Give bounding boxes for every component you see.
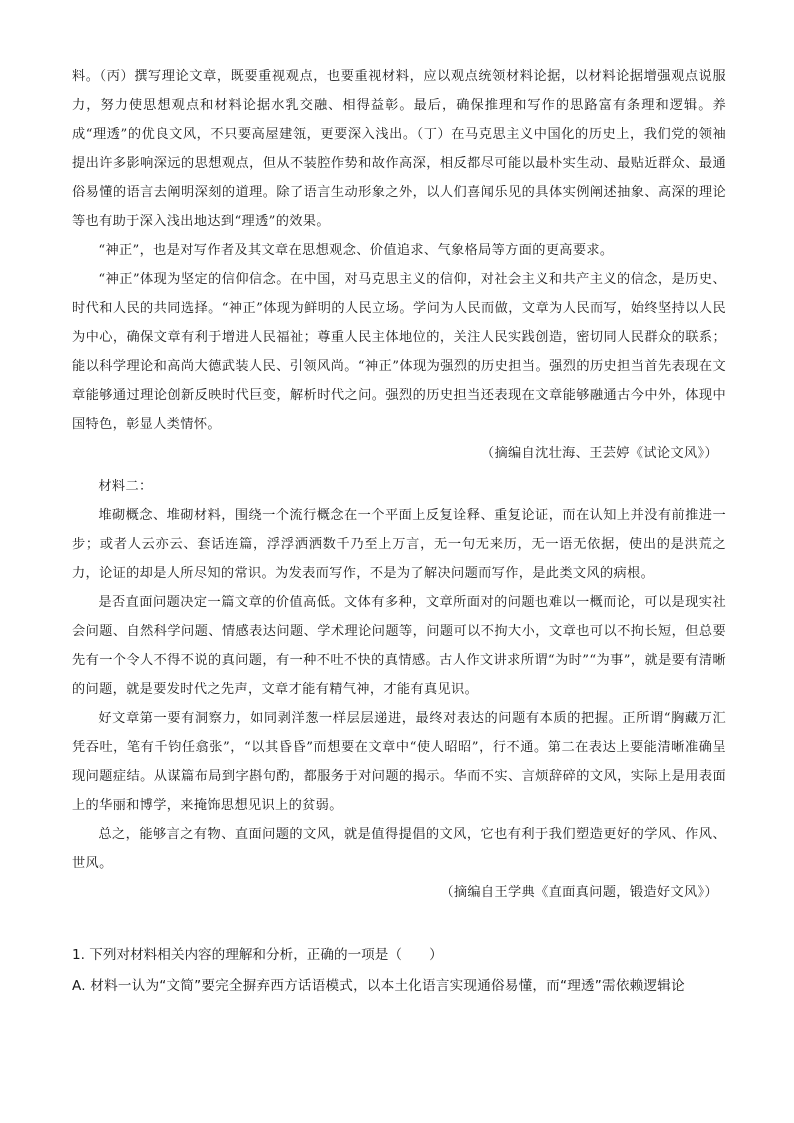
question-1-stem: 1. 下列对材料相关内容的理解和分析，正确的一项是（ ）: [72, 947, 443, 963]
question-1: [72, 941, 726, 1001]
reading-passage: [72, 62, 726, 907]
material2-label: 材料二：: [98, 479, 153, 494]
material2-paragraph-4: 总之，能够言之有物、直面问题的文风，就是值得提倡的文风，它也有利于我们塑造更好的学风、作风、世风。: [72, 827, 726, 871]
question-1-option-a: A. 材料一认为“文简”要完全摒弃西方话语模式，以本土化语言实现通俗易懂，而“理透”需依赖逻辑论: [72, 978, 685, 994]
material2-paragraph-2: 是否直面问题决定一篇文章的价值高低。文体有多种，文章所面对的问题也难以一概而论，可以是现实社会问题、自然科学问题、情感表达问题、学术理论问题等，问题可以不拘大小，文章也可以不拘长短，但总要先有一个令人不得不说的真问题，有一种不吐不快的真情感。古人作文讲求所谓“为时”“为事”，就是要有清晰的问题，就是要发时代之先声，文章才能有精气神，才能有真见识。: [72, 595, 726, 697]
material1-source: （摘编自沈壮海、王芸婷《试论文风》）: [480, 446, 718, 461]
material1-paragraph-shenzheng-detail: “神正”体现为坚定的信仰信念。在中国，对马克思主义的信仰，对社会主义和共产主义的信念，是历史、时代和人民的共同选择。“神正”体现为鲜明的人民立场。学问为人民而做，文章为人民而写，始终坚持以人民为中心，确保文章有利于增进人民福祉；尊重人民主体地位的，关注人民实践创造，密切同人民群众的联系；能以科学理论和高尚大德武装人民、引领风尚。“神正”体现为强烈的历史担当。强烈的历史担当首先表现在文章能够通过理论创新反映时代巨变，解析时代之问。强烈的历史担当还表现在文章能够融通古今中外，体现中国特色，彰显人类情怀。: [72, 272, 726, 432]
material1-paragraph-shenzheng-intro: “神正”，也是对写作者及其文章在思想观念、价值追求、气象格局等方面的更高要求。: [98, 243, 614, 258]
material2-paragraph-3: 好文章第一要有洞察力，如同剥洋葱一样层层递进，最终对表达的问题有本质的把握。正所谓“胸藏万汇凭吞吐，笔有千钧任翕张”，“以其昏昏”而想要在文章中“使人昭昭”，行不通。第二在表达上要能清晰准确呈现问题症结。从谋篇布局到字斟句酌，都服务于对问题的揭示。华而不实、言烦辞碎的文风，实际上是用表面上的华丽和博学，来掩饰思想见识上的贫弱。: [72, 711, 726, 813]
material2-source: （摘编自王学典《直面真问题，锻造好文风》）: [440, 885, 718, 900]
material1-paragraph-continued: 料。（丙）撰写理论文章，既要重视观点，也要重视材料，应以观点统领材料论据，以材料论据增强观点说服力，努力使思想观点和材料论据水乳交融、相得益彰。最后，确保推理和写作的思路富有条理和逻辑。养成“理透”的优良文风，不只要高屋建瓴，更要深入浅出。（丁）在马克思主义中国化的历史上，我们党的领袖提出许多影响深远的思想观点，但从不装腔作势和故作高深，相反都尽可能以最朴实生动、最贴近群众、最通俗易懂的语言去阐明深刻的道理。除了语言生动形象之外，以人们喜闻乐见的具体实例阐述抽象、高深的理论等也有助于深入浅出地达到“理透”的效果。: [72, 69, 726, 229]
material2-paragraph-1: 堆砌概念、堆砌材料，围绕一个流行概念在一个平面上反复诠释、重复论证，而在认知上并没有前推进一步；或者人云亦云、套话连篇，浮浮洒洒数千乃至上万言，无一句无来历，无一语无依据，使出的是洪荒之力，论证的却是人所尽知的常识。为发表而写作，不是为了解决问题而写作，是此类文风的病根。: [72, 508, 726, 581]
